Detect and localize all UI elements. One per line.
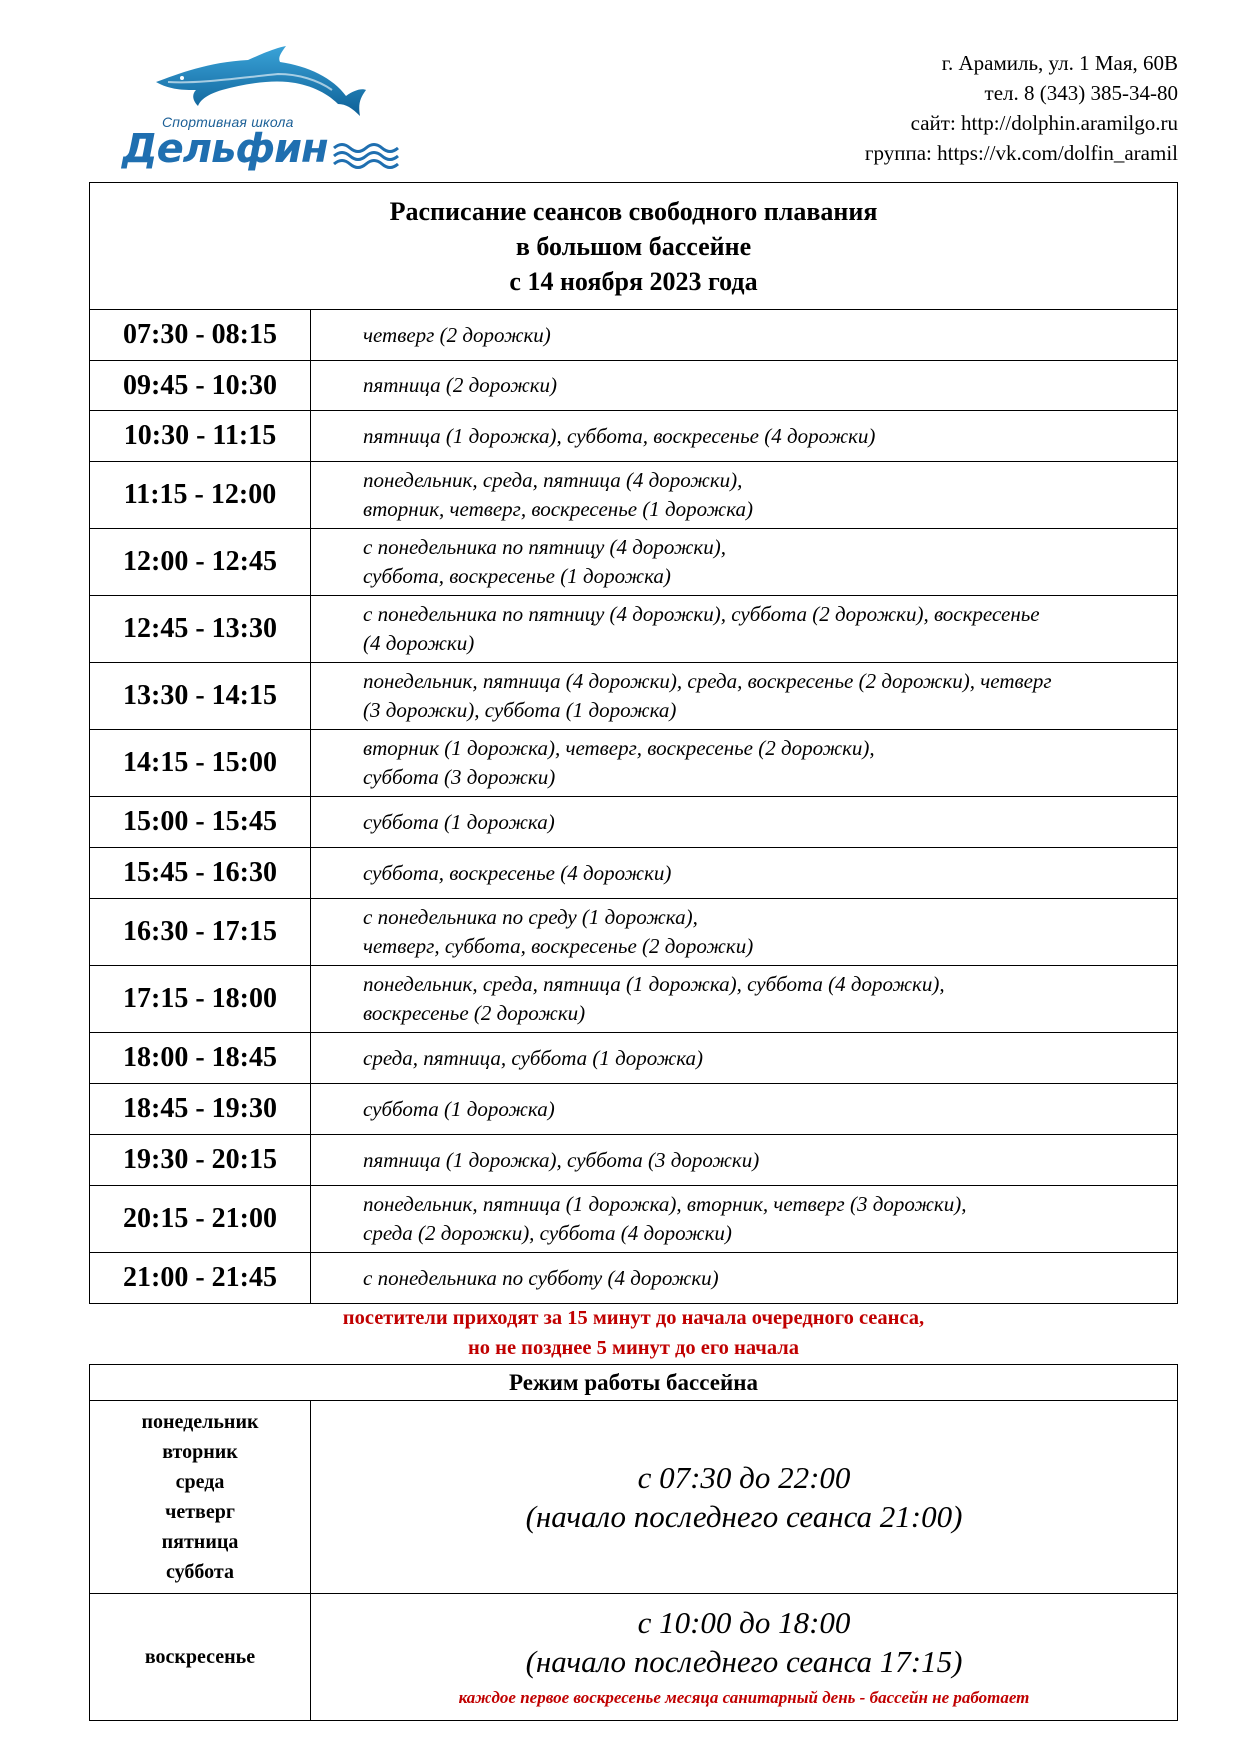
session-time: 18:00 - 18:45 — [90, 1033, 311, 1084]
session-days — [311, 310, 1178, 361]
session-days-line: с понедельника по субботу (4 дорожки) — [363, 1265, 719, 1290]
sunday-time: с 10:00 до 18:00 — [637, 1605, 851, 1640]
session-days-line: вторник (1 дорожка), четверг, воскресенье (2 дорожки), — [363, 736, 875, 760]
logo-name: Дельфин — [122, 126, 328, 172]
session-days-line: (3 дорожки), суббота (1 дорожка) — [363, 698, 677, 722]
session-days-line: (4 дорожки) — [363, 631, 475, 655]
schedule-title-line: с 14 ноября 2023 года — [509, 266, 758, 296]
weekday-hours — [311, 1401, 1178, 1594]
schedule-title-line: Расписание сеансов свободного плавания — [389, 196, 878, 226]
session-days — [311, 411, 1178, 462]
session-days-line: среда, пятница, суббота (1 дорожка) — [363, 1045, 704, 1070]
schedule-title — [90, 183, 1178, 310]
schedule-row — [90, 310, 1178, 361]
group-link[interactable]: группа: https://vk.com/dolfin_aramil — [864, 141, 1178, 165]
schedule-row — [90, 966, 1178, 1033]
session-days — [311, 848, 1178, 899]
schedule-row — [90, 411, 1178, 462]
session-days — [311, 1186, 1178, 1253]
schedule-row — [90, 462, 1178, 529]
session-days-line: четверг, суббота, воскресенье (2 дорожки) — [363, 934, 754, 958]
weekday-name: четверг — [165, 1501, 235, 1523]
session-time: 15:45 - 16:30 — [90, 848, 311, 899]
weekday-name: суббота — [166, 1561, 234, 1583]
session-days — [311, 462, 1178, 529]
sanitary-day-note: каждое первое воскресенье месяца санитарный день - бассейн не работает — [458, 1688, 1030, 1707]
session-days — [311, 1033, 1178, 1084]
opening-hours-table — [89, 1364, 1178, 1721]
schedule-row — [90, 1033, 1178, 1084]
session-days-line: понедельник, среда, пятница (1 дорожка), суббота (4 дорожки), — [363, 972, 945, 996]
weekday-last-session: (начало последнего сеанса 21:00) — [525, 1499, 963, 1534]
schedule-row — [90, 529, 1178, 596]
session-days — [311, 1135, 1178, 1186]
schedule-title-line: в большом бассейне — [515, 231, 752, 261]
sunday-label: воскресенье — [90, 1594, 311, 1721]
session-days — [311, 1253, 1178, 1304]
session-time: 13:30 - 14:15 — [90, 663, 311, 730]
notice-line: посетители приходят за 15 минут до начала очередного сеанса, — [342, 1307, 925, 1329]
weekday-name: понедельник — [141, 1411, 259, 1433]
session-time: 09:45 - 10:30 — [90, 361, 311, 411]
session-days-line: суббота, воскресенье (4 дорожки) — [363, 860, 672, 885]
session-time: 16:30 - 17:15 — [90, 899, 311, 966]
session-days-line: понедельник, пятница (1 дорожка), вторник, четверг (3 дорожки), — [363, 1192, 967, 1216]
session-time: 07:30 - 08:15 — [90, 310, 311, 361]
session-time: 20:15 - 21:00 — [90, 1186, 311, 1253]
session-days — [311, 730, 1178, 797]
session-days-line: понедельник, пятница (4 дорожки), среда, воскресенье (2 дорожки), четверг — [363, 669, 1052, 693]
schedule-row — [90, 1135, 1178, 1186]
session-days-line: суббота, воскресенье (1 дорожка) — [363, 564, 671, 588]
session-days-line: с понедельника по пятницу (4 дорожки), суббота (2 дорожки), воскресенье — [363, 602, 1040, 626]
session-days — [311, 1084, 1178, 1135]
hours-title: Режим работы бассейна — [90, 1365, 1178, 1401]
session-days-line: вторник, четверг, воскресенье (1 дорожка) — [363, 497, 753, 521]
session-time: 12:45 - 13:30 — [90, 596, 311, 663]
session-days-line: с понедельника по пятницу (4 дорожки), — [363, 535, 726, 559]
session-days-line: суббота (3 дорожки) — [363, 765, 556, 789]
sunday-hours — [311, 1594, 1178, 1721]
schedule-row — [90, 848, 1178, 899]
session-days — [311, 529, 1178, 596]
session-days-line: пятница (1 дорожка), суббота (3 дорожки) — [363, 1147, 760, 1172]
logo-subtitle: Спортивная школа — [162, 114, 294, 130]
session-days-line: пятница (2 дорожки) — [363, 373, 558, 397]
arrival-notice — [89, 1303, 1178, 1363]
session-time: 18:45 - 19:30 — [90, 1084, 311, 1135]
session-time: 14:15 - 15:00 — [90, 730, 311, 797]
session-days — [311, 361, 1178, 411]
schedule-row — [90, 797, 1178, 848]
session-time: 15:00 - 15:45 — [90, 797, 311, 848]
session-days — [311, 663, 1178, 730]
session-days-line: суббота (1 дорожка) — [363, 809, 555, 834]
session-time: 17:15 - 18:00 — [90, 966, 311, 1033]
school-logo — [118, 44, 398, 172]
schedule-row — [90, 730, 1178, 797]
session-time: 11:15 - 12:00 — [90, 462, 311, 529]
weekday-name: пятница — [161, 1531, 239, 1553]
waves-icon — [332, 140, 402, 170]
schedule-row — [90, 361, 1178, 411]
weekday-name: вторник — [162, 1441, 238, 1463]
session-days-line: пятница (1 дорожка), суббота, воскресенье (4 дорожки) — [363, 423, 876, 448]
session-days-line: суббота (1 дорожка) — [363, 1096, 555, 1121]
session-days — [311, 966, 1178, 1033]
weekday-name: среда — [175, 1471, 225, 1493]
session-days — [311, 797, 1178, 848]
sunday-last-session: (начало последнего сеанса 17:15) — [525, 1644, 963, 1679]
session-time: 19:30 - 20:15 — [90, 1135, 311, 1186]
site-link[interactable]: сайт: http://dolphin.aramilgo.ru — [910, 111, 1178, 135]
schedule-table — [89, 182, 1178, 1304]
session-time: 10:30 - 11:15 — [90, 411, 311, 462]
session-time: 12:00 - 12:45 — [90, 529, 311, 596]
session-days-line: с понедельника по среду (1 дорожка), — [363, 905, 698, 929]
weekday-list — [90, 1401, 311, 1594]
schedule-row — [90, 1084, 1178, 1135]
schedule-row — [90, 1253, 1178, 1304]
schedule-row — [90, 596, 1178, 663]
weekday-time: с 07:30 до 22:00 — [637, 1460, 851, 1495]
session-days — [311, 596, 1178, 663]
contact-info — [865, 48, 1178, 168]
address-text: г. Арамиль, ул. 1 Мая, 60В — [941, 51, 1178, 75]
schedule-row — [90, 663, 1178, 730]
session-days — [311, 899, 1178, 966]
session-days-line: понедельник, среда, пятница (4 дорожки), — [363, 468, 743, 492]
schedule-row — [90, 899, 1178, 966]
session-days-line: воскресенье (2 дорожки) — [363, 1001, 586, 1025]
session-time: 21:00 - 21:45 — [90, 1253, 311, 1304]
notice-line: но не позднее 5 минут до его начала — [467, 1337, 800, 1359]
phone-text: тел. 8 (343) 385-34-80 — [984, 81, 1178, 105]
schedule-row — [90, 1186, 1178, 1253]
session-days-line: среда (2 дорожки), суббота (4 дорожки) — [363, 1221, 732, 1245]
session-days-line: четверг (2 дорожки) — [363, 322, 551, 347]
